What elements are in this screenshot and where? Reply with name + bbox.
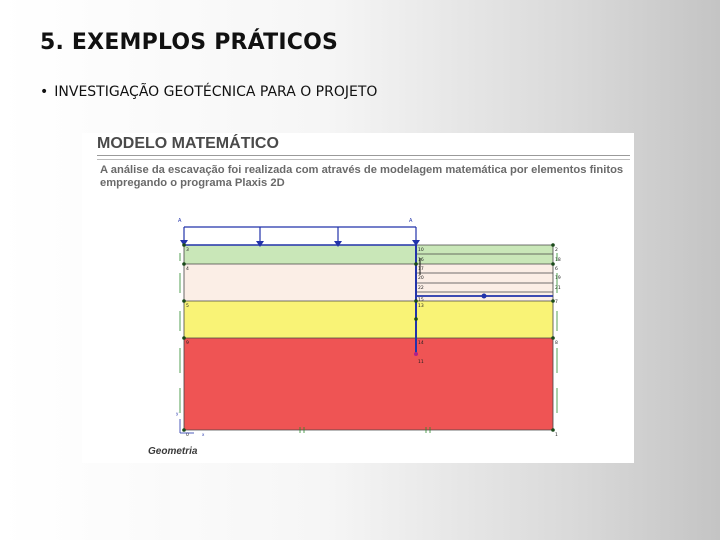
svg-text:15: 15: [418, 298, 424, 303]
svg-text:11: 11: [418, 360, 424, 365]
svg-text:16: 16: [418, 258, 424, 263]
bullet-text: INVESTIGAÇÃO GEOTÉCNICA PARA O PROJETO: [54, 84, 378, 100]
svg-text:6: 6: [555, 267, 558, 272]
svg-text:5: 5: [186, 304, 189, 309]
wall-tip-node-icon: [414, 352, 418, 356]
svg-text:10: 10: [418, 248, 424, 253]
load-label-a: A: [409, 218, 413, 224]
soil-layer-3: [184, 301, 553, 338]
svg-text:14: 14: [418, 341, 424, 346]
svg-text:9: 9: [186, 341, 189, 346]
svg-text:22: 22: [418, 286, 424, 291]
plaxis-geometry-diagram: [82, 133, 634, 463]
svg-text:19: 19: [555, 276, 561, 281]
slide-title: 5. EXEMPLOS PRÁTICOS: [40, 30, 339, 55]
svg-text:1: 1: [555, 433, 558, 438]
svg-text:0: 0: [186, 433, 189, 438]
figure-heading: MODELO MATEMÁTICO: [97, 135, 279, 152]
bullet-item: [40, 84, 377, 100]
anchor-node-icon: [482, 294, 487, 299]
model-figure: [82, 133, 634, 463]
svg-text:2: 2: [555, 248, 558, 253]
axis-label-y: y: [176, 411, 179, 416]
axis-label-x: x: [202, 432, 205, 437]
svg-text:20: 20: [418, 276, 424, 281]
load-label-a: A: [178, 218, 182, 224]
svg-text:7: 7: [555, 300, 558, 305]
soil-layer-1: [184, 245, 553, 264]
figure-caption: Geometria: [148, 446, 198, 457]
svg-text:4: 4: [186, 267, 189, 272]
svg-text:21: 21: [555, 286, 561, 291]
svg-text:8: 8: [555, 341, 558, 346]
svg-text:3: 3: [186, 248, 189, 253]
distributed-load: [184, 227, 416, 245]
svg-text:17: 17: [418, 267, 424, 272]
figure-description: A análise da escavação foi realizada com através de modelagem matemática por elementos finitos empregando o programa Plaxis 2D: [100, 164, 624, 189]
svg-text:13: 13: [418, 304, 424, 309]
soil-layer-4: [184, 338, 553, 430]
svg-text:18: 18: [555, 258, 561, 263]
bullet-dot-icon: •: [40, 84, 49, 100]
